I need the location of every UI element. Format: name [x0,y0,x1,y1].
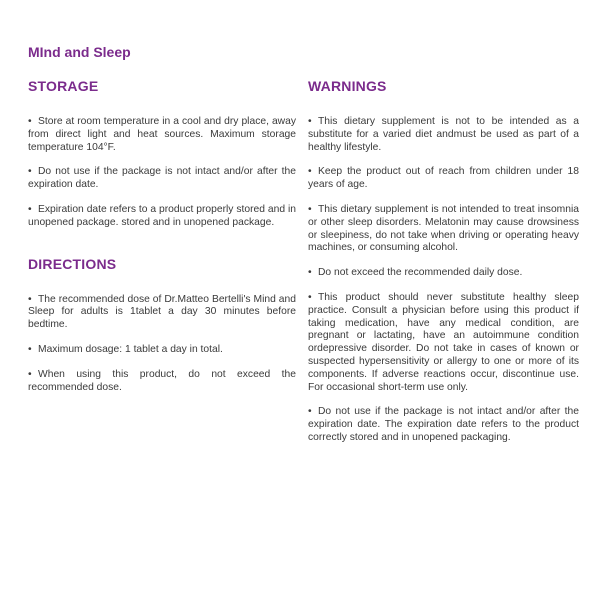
list-item-text: Do not use if the package is not intact and/or after the expiration date. The expiration date refers to the product correctly stored and in unopened packaging. [308,406,579,443]
list-item [28,204,296,230]
bullet-icon: • [28,116,32,127]
list-item-text: Do not exceed the recommended daily dose. [318,267,523,279]
list-item-text: The recommended dose of Dr.Matteo Bertelli's Mind and Sleep for adults is 1tablet a day 30 minutes before bedtime. [28,293,296,331]
storage-section [28,78,296,230]
bullet-icon: • [308,166,312,178]
list-item [308,292,579,394]
list-item [28,294,296,332]
directions-heading: DIRECTIONS [28,255,117,272]
bullet-icon: • [308,406,312,418]
list-item [308,116,579,154]
list-item-text: Maximum dosage: 1 tablet a day in total. [38,343,223,355]
list-item [308,166,579,192]
left-column [28,78,296,406]
directions-list [28,294,296,395]
list-item [28,344,296,357]
bullet-icon: • [28,293,32,305]
list-item-text: When using this product, do not exceed the recommended dose. [28,368,296,393]
list-item-text: Keep the product out of reach from children under 18 years of age. [308,166,579,191]
bullet-icon: • [28,166,32,178]
warnings-heading: WARNINGS [308,78,387,94]
bullet-icon: • [308,291,312,303]
warnings-section [308,78,579,445]
bullet-icon: • [308,267,312,279]
bullet-icon: • [28,203,32,215]
right-column [308,78,579,457]
list-item [28,369,296,395]
list-item-text: Expiration date refers to a product properly stored and in unopened package. stored and in unopened package. [28,203,296,228]
directions-section [28,256,296,395]
list-item-text: Do not use if the package is not intact and/or after the expiration date. [28,166,296,191]
bullet-icon: • [28,343,32,355]
list-item-text: Store at room temperature in a cool and dry place, away from direct light and heat sources. Maximum storage temperature 104°F. [28,116,296,153]
warnings-list [308,116,579,445]
list-item [28,166,296,192]
list-item-text: This product should never substitute healthy sleep practice. Consult a physician before using this product if taking medication, have any medical condition, are pregnant or lactating, have an autoimmune condition ordepressive disorder. Do not take in cases of known or suspected hypersensitivity or allergy to one or more of its components. If adverse reactions occur, discontinue use. For occasional short-term use only. [308,291,579,393]
list-item [308,204,579,255]
bullet-icon: • [308,203,312,215]
list-item [308,267,579,280]
page-title: MInd and Sleep [28,44,131,60]
bullet-icon: • [308,116,312,127]
storage-heading: STORAGE [28,78,99,94]
list-item-text: This dietary supplement is not to be intended as a substitute for a varied diet andmust be used as part of a healthy lifestyle. [308,116,579,153]
list-item [28,116,296,154]
bullet-icon: • [28,368,32,380]
storage-list [28,116,296,230]
list-item [308,406,579,444]
list-item-text: This dietary supplement is not intended to treat insomnia or other sleep disorders. Melatonin may cause drowsiness or sleepiness, do not take when driving or operating heavy machines, or consuming alcohol. [308,203,579,254]
